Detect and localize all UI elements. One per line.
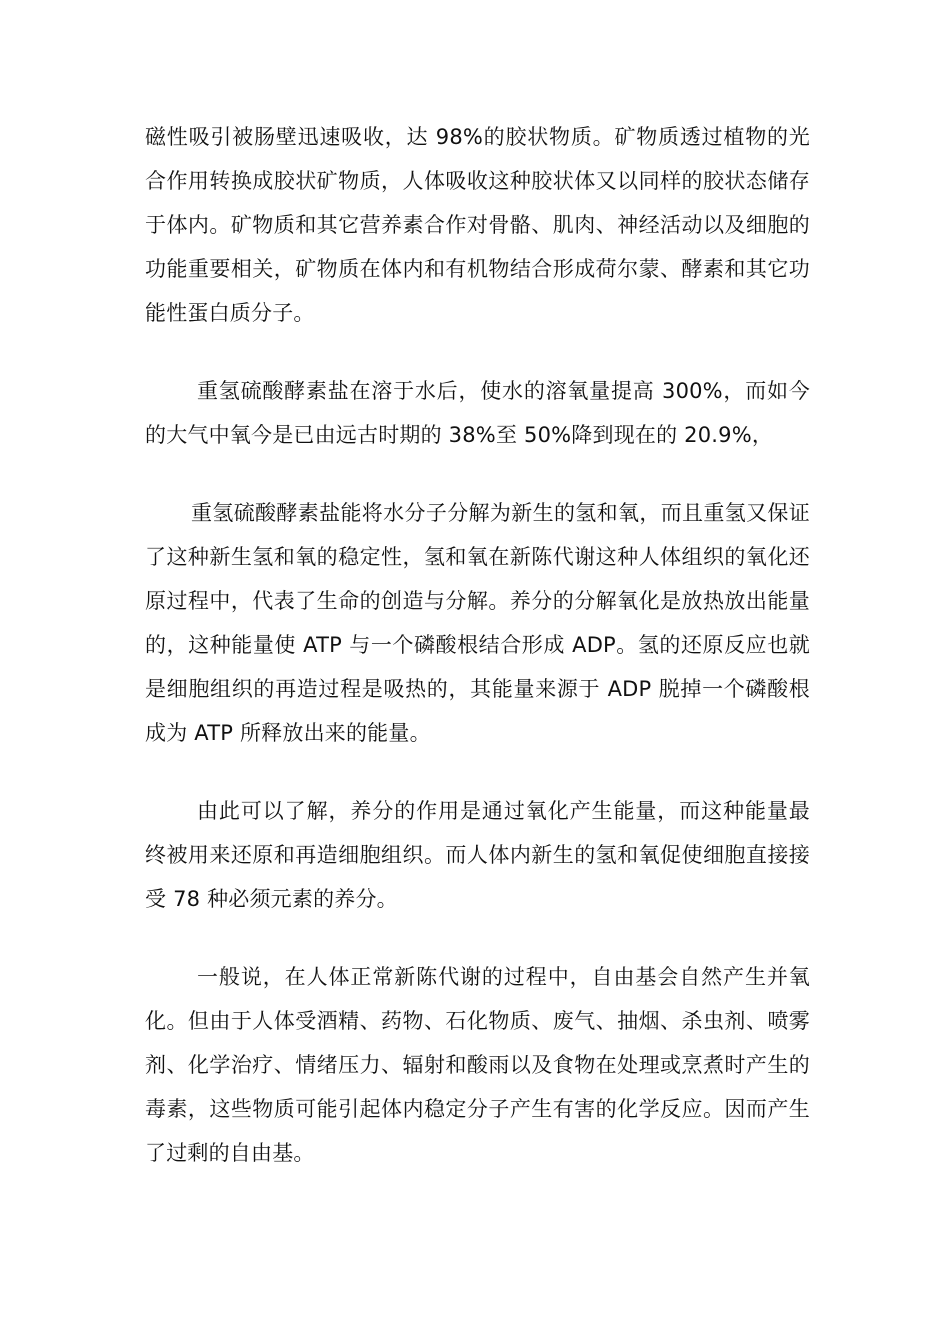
- paragraph-dissolved-oxygen: 重氢硫酸酵素盐在溶于水后，使水的溶氧量提高 300%，而如今的大气中氧今是已由远古时期的 38%至 50%降到现在的 20.9%，: [145, 379, 810, 447]
- paragraph-free-radicals: 一般说，在人体正常新陈代谢的过程中，自由基会自然产生并氧化。但由于人体受酒精、药物、石化物质、废气、抽烟、杀虫剂、喷雾剂、化学治疗、情绪压力、辐射和酸雨以及食物在处理或烹煮时产生的毒素，这些物质可能引起体内稳定分子产生有害的化学反应。因而产生了过剩的自由基。: [145, 965, 810, 1165]
- document-body: [145, 115, 810, 1175]
- paragraph-hydrogen-oxygen: 重氢硫酸酵素盐能将水分子分解为新生的氢和氧，而且重氢又保证了这种新生氢和氧的稳定性，氢和氧在新陈代谢这种人体组织的氧化还原过程中，代表了生命的创造与分解。养分的分解氧化是放热放出能量的，这种能量使 ATP 与一个磷酸根结合形成 ADP。氢的还原反应也就是细胞组织的再造过程是吸热的，其能量来源于 ADP 脱掉一个磷酸根成为 ATP 所释放出来的能量。: [145, 501, 810, 745]
- paragraph-nutrient-energy: 由此可以了解，养分的作用是通过氧化产生能量，而这种能量最终被用来还原和再造细胞组织。而人体内新生的氢和氧促使细胞直接接受 78 种必须元素的养分。: [145, 799, 810, 911]
- paragraph-minerals: 磁性吸引被肠壁迅速吸收，达 98%的胶状物质。矿物质透过植物的光合作用转换成胶状矿物质，人体吸收这种胶状体又以同样的胶状态储存于体内。矿物质和其它营养素合作对骨骼、肌肉、神经活动以及细胞的功能重要相关，矿物质在体内和有机物结合形成荷尔蒙、酵素和其它功能性蛋白质分子。: [145, 125, 810, 325]
